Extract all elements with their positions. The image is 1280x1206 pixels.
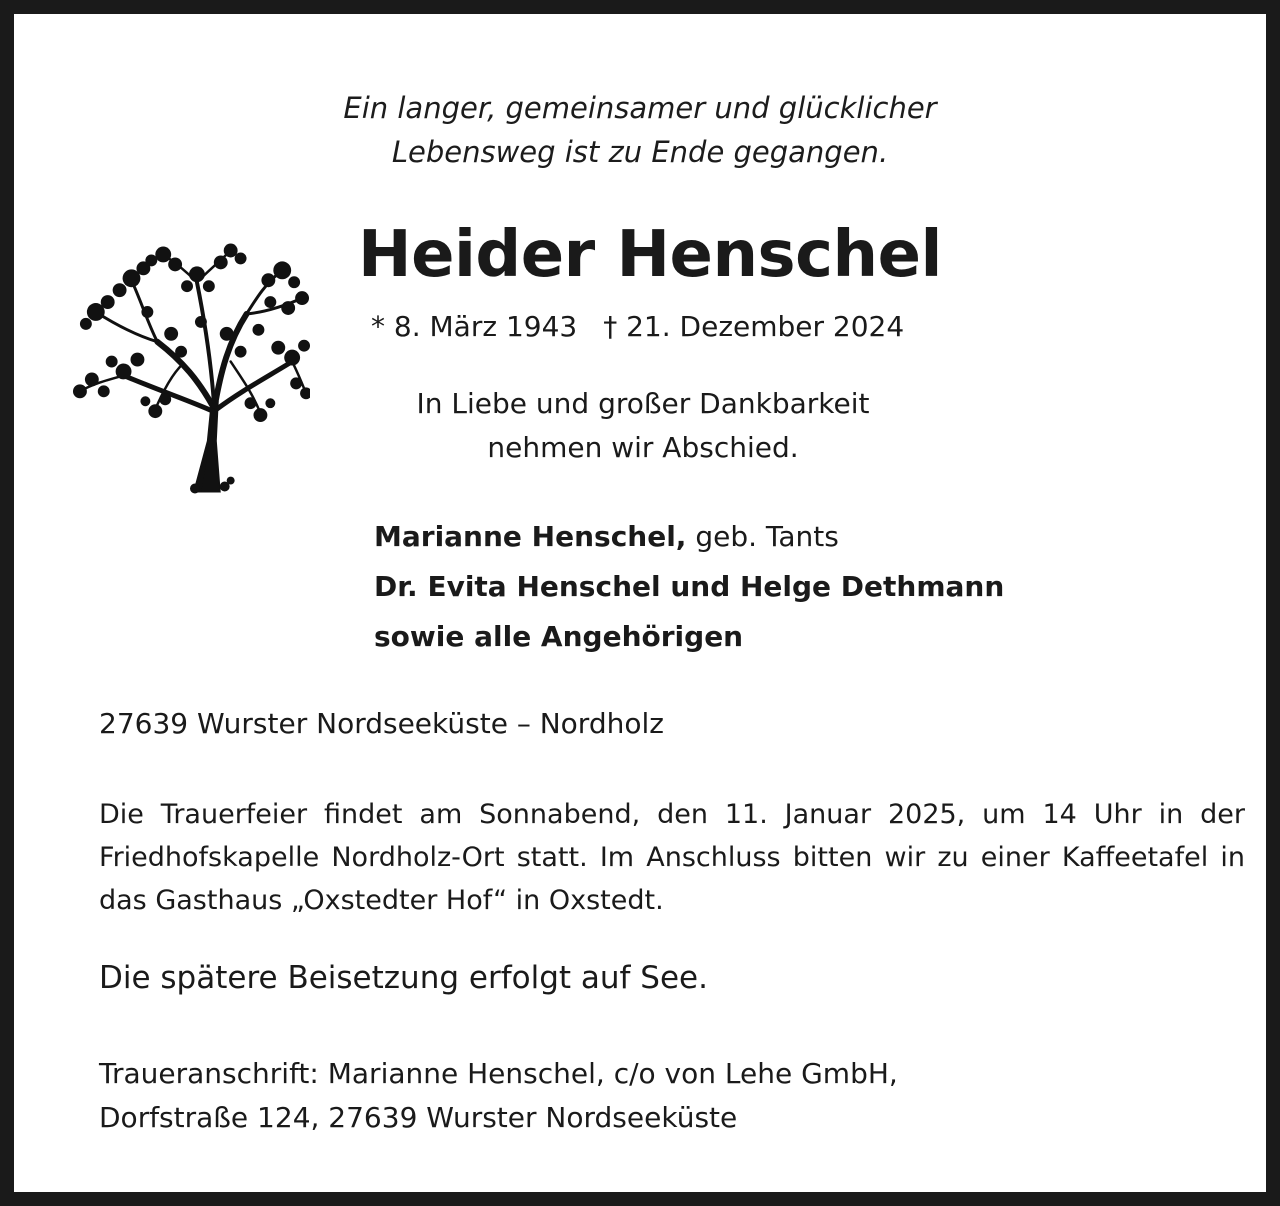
farewell-text [344,382,942,470]
ceremony-details: Die Trauerfeier findet am Sonnabend, den 11. Januar 2025, um 14 Uhr in der Friedhofskapelle Nordholz-Ort statt. Im Anschluss bitten wir zu einer Kaffeetafel in das Gasthaus „Oxstedter Hof“ in Oxstedt. [99,799,1245,916]
farewell-line-1: In Liebe und großer Dankbarkeit [416,387,870,420]
mourning-address [99,1052,898,1140]
motto-line-2: Lebensweg ist zu Ende gegangen. [391,135,889,169]
address-line-1: Traueranschrift: Marianne Henschel, c/o von Lehe GmbH, [99,1057,898,1090]
burial-note: Die spätere Beisetzung erfolgt auf See. [99,960,708,996]
mourner-maiden-name: geb. Tants [686,520,839,553]
mourners-list [374,512,1004,662]
mourner-primary-name: Marianne Henschel, [374,520,687,553]
mourner-line-1 [374,512,1004,562]
place-of-residence: 27639 Wurster Nordseeküste – Nordholz [99,707,664,740]
tree-icon [72,242,310,497]
mourner-line-2: Dr. Evita Henschel und Helge Dethmann [374,570,1005,603]
mourner-line-3: sowie alle Angehörigen [374,620,744,653]
birth-date: * 8. März 1943 [371,310,578,343]
address-line-2: Dorfstraße 124, 27639 Wurster Nordseeküste [99,1101,738,1134]
deceased-name: Heider Henschel [358,218,942,292]
life-dates [371,308,904,346]
motto-line-1: Ein langer, gemeinsamer und glücklicher [343,91,937,125]
death-date: † 21. Dezember 2024 [603,310,905,343]
motto [14,86,1266,174]
farewell-line-2: nehmen wir Abschied. [487,431,799,464]
